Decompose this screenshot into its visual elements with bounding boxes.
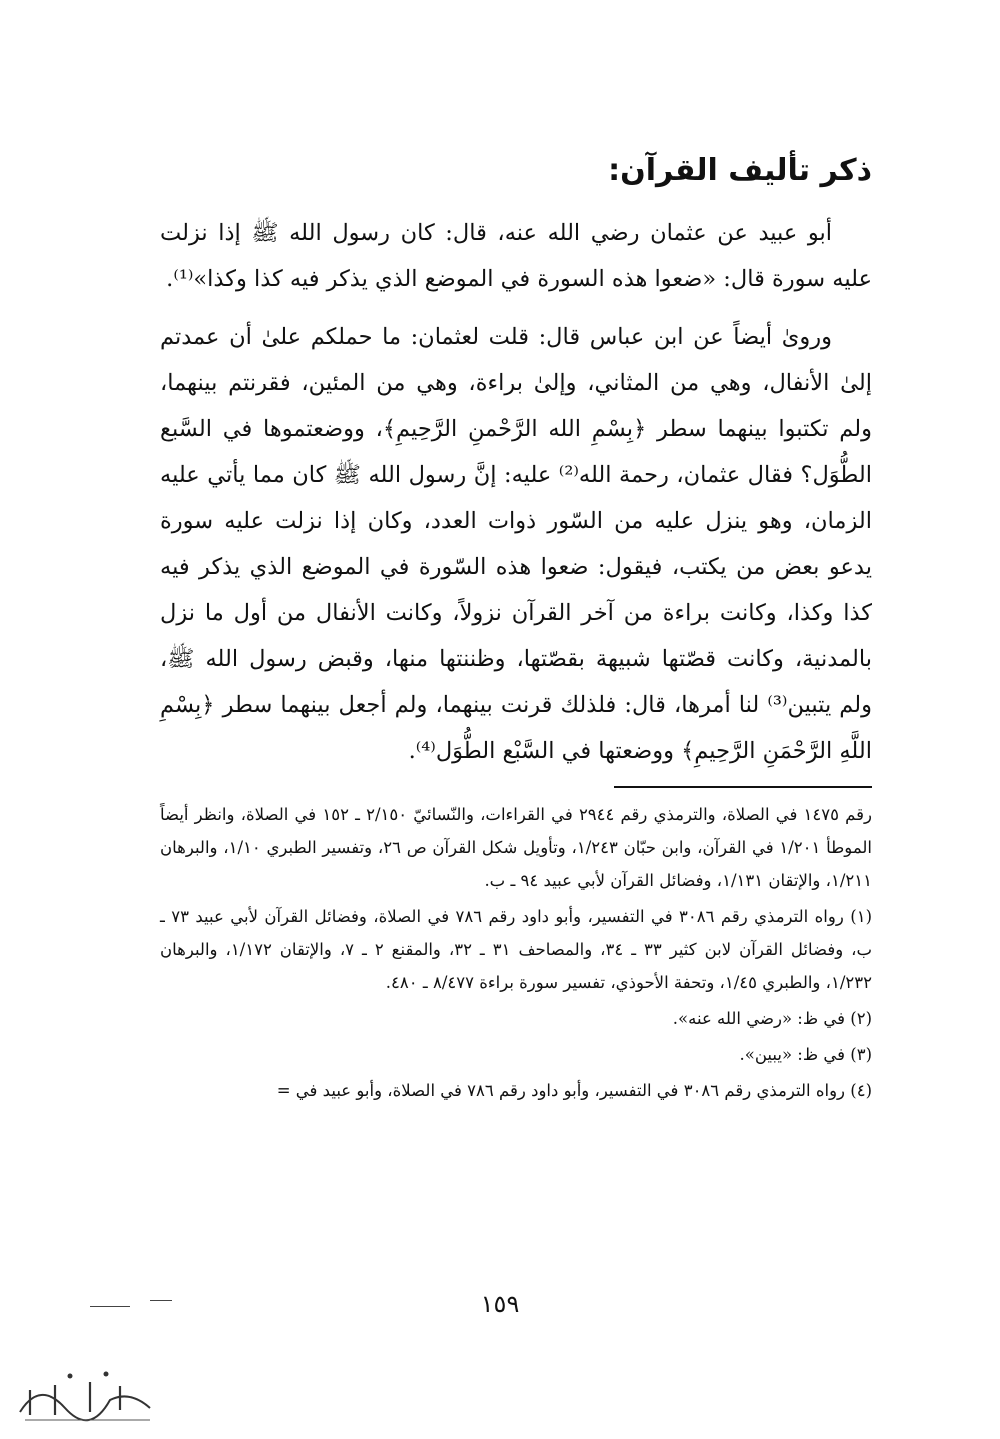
library-stamp-logo (10, 1360, 160, 1430)
footnote-1: (١) رواه الترمذي رقم ٣٠٨٦ في التفسير، وأبو داود رقم ٧٨٦ في الصلاة، وفضائل القرآن لأبي عبيد ٧٣ ـ ب، وفضائل القرآن لابن كثير ٣٣ ـ ٣٤، والمصاحف ٣١ ـ ٣٢، والمقنع ٢ ـ ٧، والإتقان ١/١٧٢، والبرهان ١/٢٣٢، والطبري ١/٤٥، وتحفة الأحوذي، تفسير سورة براءة ٨/٤٧٧ ـ ٤٨٠. (160, 907, 873, 992)
page-content (160, 150, 872, 1110)
paragraph-1: أبو عبيد عن عثمان رضي الله عنه، قال: كان رسول الله ﷺ إذا نزلت عليه سورة قال: «ضعوا هذه السورة في الموضع الذي يذكر فيه كذا وكذا»⁽¹⁾. (160, 220, 872, 292)
paragraph-2: وروىٰ أيضاً عن ابن عباس قال: قلت لعثمان: ما حملكم علىٰ أن عمدتم إلىٰ الأنفال، وهي من المثاني، وإلىٰ براءة، وهي من المئين، فقرنتم بينهما، ولم تكتبوا بينهما سطر ﴿بِسْمِ الله الرَّحْمنِ الرَّحِيمِ﴾، ووضعتموها في السَّبع الطُّوَل؟ فقال عثمان، رحمة الله⁽²⁾ عليه: إنَّ رسول الله ﷺ كان مما يأتي عليه الزمان، وهو ينزل عليه من السّور ذوات العدد، وكان إذا نزلت عليه سورة يدعو بعض من يكتب، فيقول: ضعوا هذه السّورة في الموضع الذي يذكر فيه كذا وكذا، وكانت براءة من آخر القرآن نزولاً، وكانت الأنفال من أول ما نزل بالمدنية، وكانت قصّتها شبيهة بقصّتها، وظننتها منها، وقبض رسول الله ﷺ، ولم يتبين⁽³⁾ لنا أمرها، قال: فلذلك قرنت بينهما، ولم أجعل بينهما سطر ﴿بِسْمِ اللَّهِ الرَّحْمَنِ الرَّحِيمِ﴾ ووضعتها في السَّبْع الطُّوَل⁽⁴⁾. (160, 324, 872, 764)
footnotes (160, 798, 872, 1107)
footnote-4: (٤) رواه الترمذي رقم ٣٠٨٦ في التفسير، وأبو داود رقم ٧٨٦ في الصلاة، وأبو عبيد في = (276, 1081, 872, 1100)
section-heading: ذكر تأليف القرآن: (608, 153, 872, 188)
footnote-2: (٢) في ظ: «رضي الله عنه». (672, 1009, 872, 1028)
footnote-3: (٣) في ظ: «يبين». (739, 1045, 872, 1064)
footnote-continuation: رقم ١٤٧٥ في الصلاة، والترمذي رقم ٢٩٤٤ في القراءات، والنّسائيّ ٢/١٥٠ ـ ١٥٢ في الصلاة، وانظر أيضاً الموطأ ١/٢٠١ في القرآن، وابن حبّان ١/٢٤٣، وتأويل شكل القرآن ص ٢٦، وتفسير الطبري ١/١٠، والبرهان ١/٢١١، والإتقان ١/١٣١، وفضائل القرآن لأبي عبيد ٩٤ ـ ب. (160, 805, 872, 890)
page-number: ١٥٩ (480, 1290, 520, 1318)
footnote-separator (614, 786, 872, 788)
